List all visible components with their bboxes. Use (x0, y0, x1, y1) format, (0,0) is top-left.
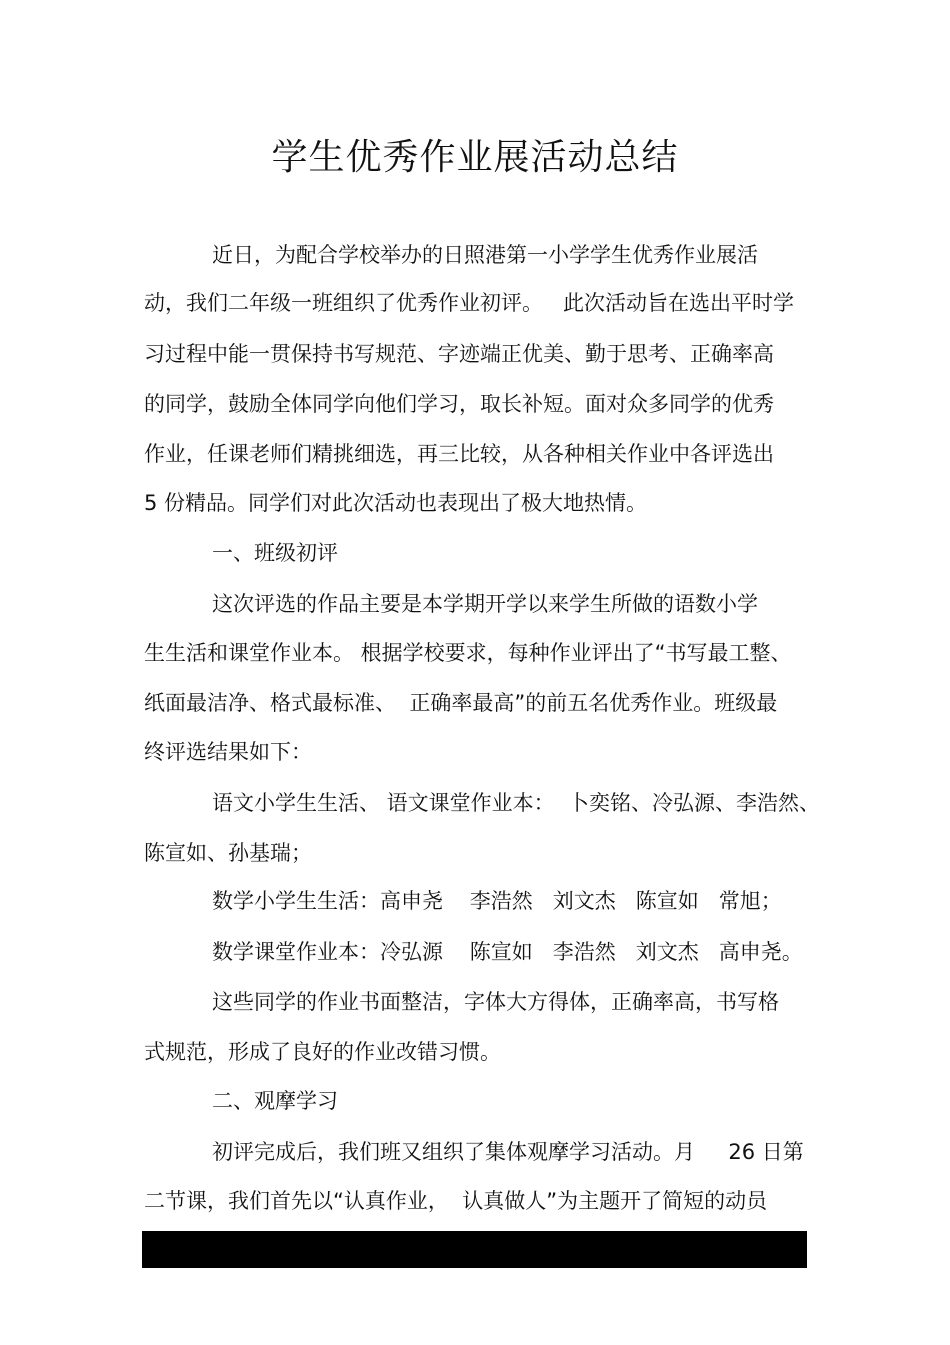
redaction-bar (142, 1231, 807, 1268)
paragraph-line: 语文小学生生活、 语文课堂作业本： 卜奕铭、冷弘源、李浩然、 (212, 791, 821, 815)
paragraph-line: 初评完成后，我们班又组织了集体观摩学习活动。月 26 日第 (212, 1140, 804, 1164)
paragraph-line: 数学小学生生活：高申尧 李浩然 刘文杰 陈宣如 常旭； (212, 889, 782, 913)
section-heading: 二、观摩学习 (212, 1089, 338, 1113)
paragraph-line: 动，我们二年级一班组织了优秀作业初评。 此次活动旨在选出平时学 (144, 291, 795, 315)
paragraph-line: 式规范，形成了良好的作业改错习惯。 (144, 1040, 501, 1064)
paragraph-line: 作业，任课老师们精挑细选，再三比较，从各种相关作业中各评选出 (144, 442, 774, 466)
paragraph-line: 这些同学的作业书面整洁，字体大方得体，正确率高，书写格 (212, 990, 779, 1014)
paragraph-line: 终评选结果如下： (144, 740, 312, 764)
paragraph-line: 陈宣如、孙基瑞； (144, 841, 312, 865)
document-title: 学生优秀作业展活动总结 (271, 137, 679, 178)
paragraph-line: 纸面最洁净、格式最标准、 正确率最高”的前五名优秀作业。班级最 (144, 691, 778, 715)
paragraph-line: 近日，为配合学校举办的日照港第一小学学生优秀作业展活 (212, 243, 758, 267)
paragraph-line: 5 份精品。同学们对此次活动也表现出了极大地热情。 (144, 491, 648, 515)
paragraph-line: 二节课，我们首先以“认真作业， 认真做人”为主题开了简短的动员 (144, 1189, 768, 1213)
paragraph-line: 习过程中能一贯保持书写规范、字迹端正优美、勤于思考、正确率高 (144, 342, 774, 366)
paragraph-line: 的同学，鼓励全体同学向他们学习，取长补短。面对众多同学的优秀 (144, 392, 774, 416)
section-heading: 一、班级初评 (212, 541, 338, 565)
paragraph-line: 这次评选的作品主要是本学期开学以来学生所做的语数小学 (212, 592, 758, 616)
paragraph-line: 生生活和课堂作业本。 根据学校要求，每种作业评出了“书写最工整、 (144, 641, 792, 665)
paragraph-line: 数学课堂作业本：冷弘源 陈宣如 李浩然 刘文杰 高申尧。 (212, 940, 803, 964)
